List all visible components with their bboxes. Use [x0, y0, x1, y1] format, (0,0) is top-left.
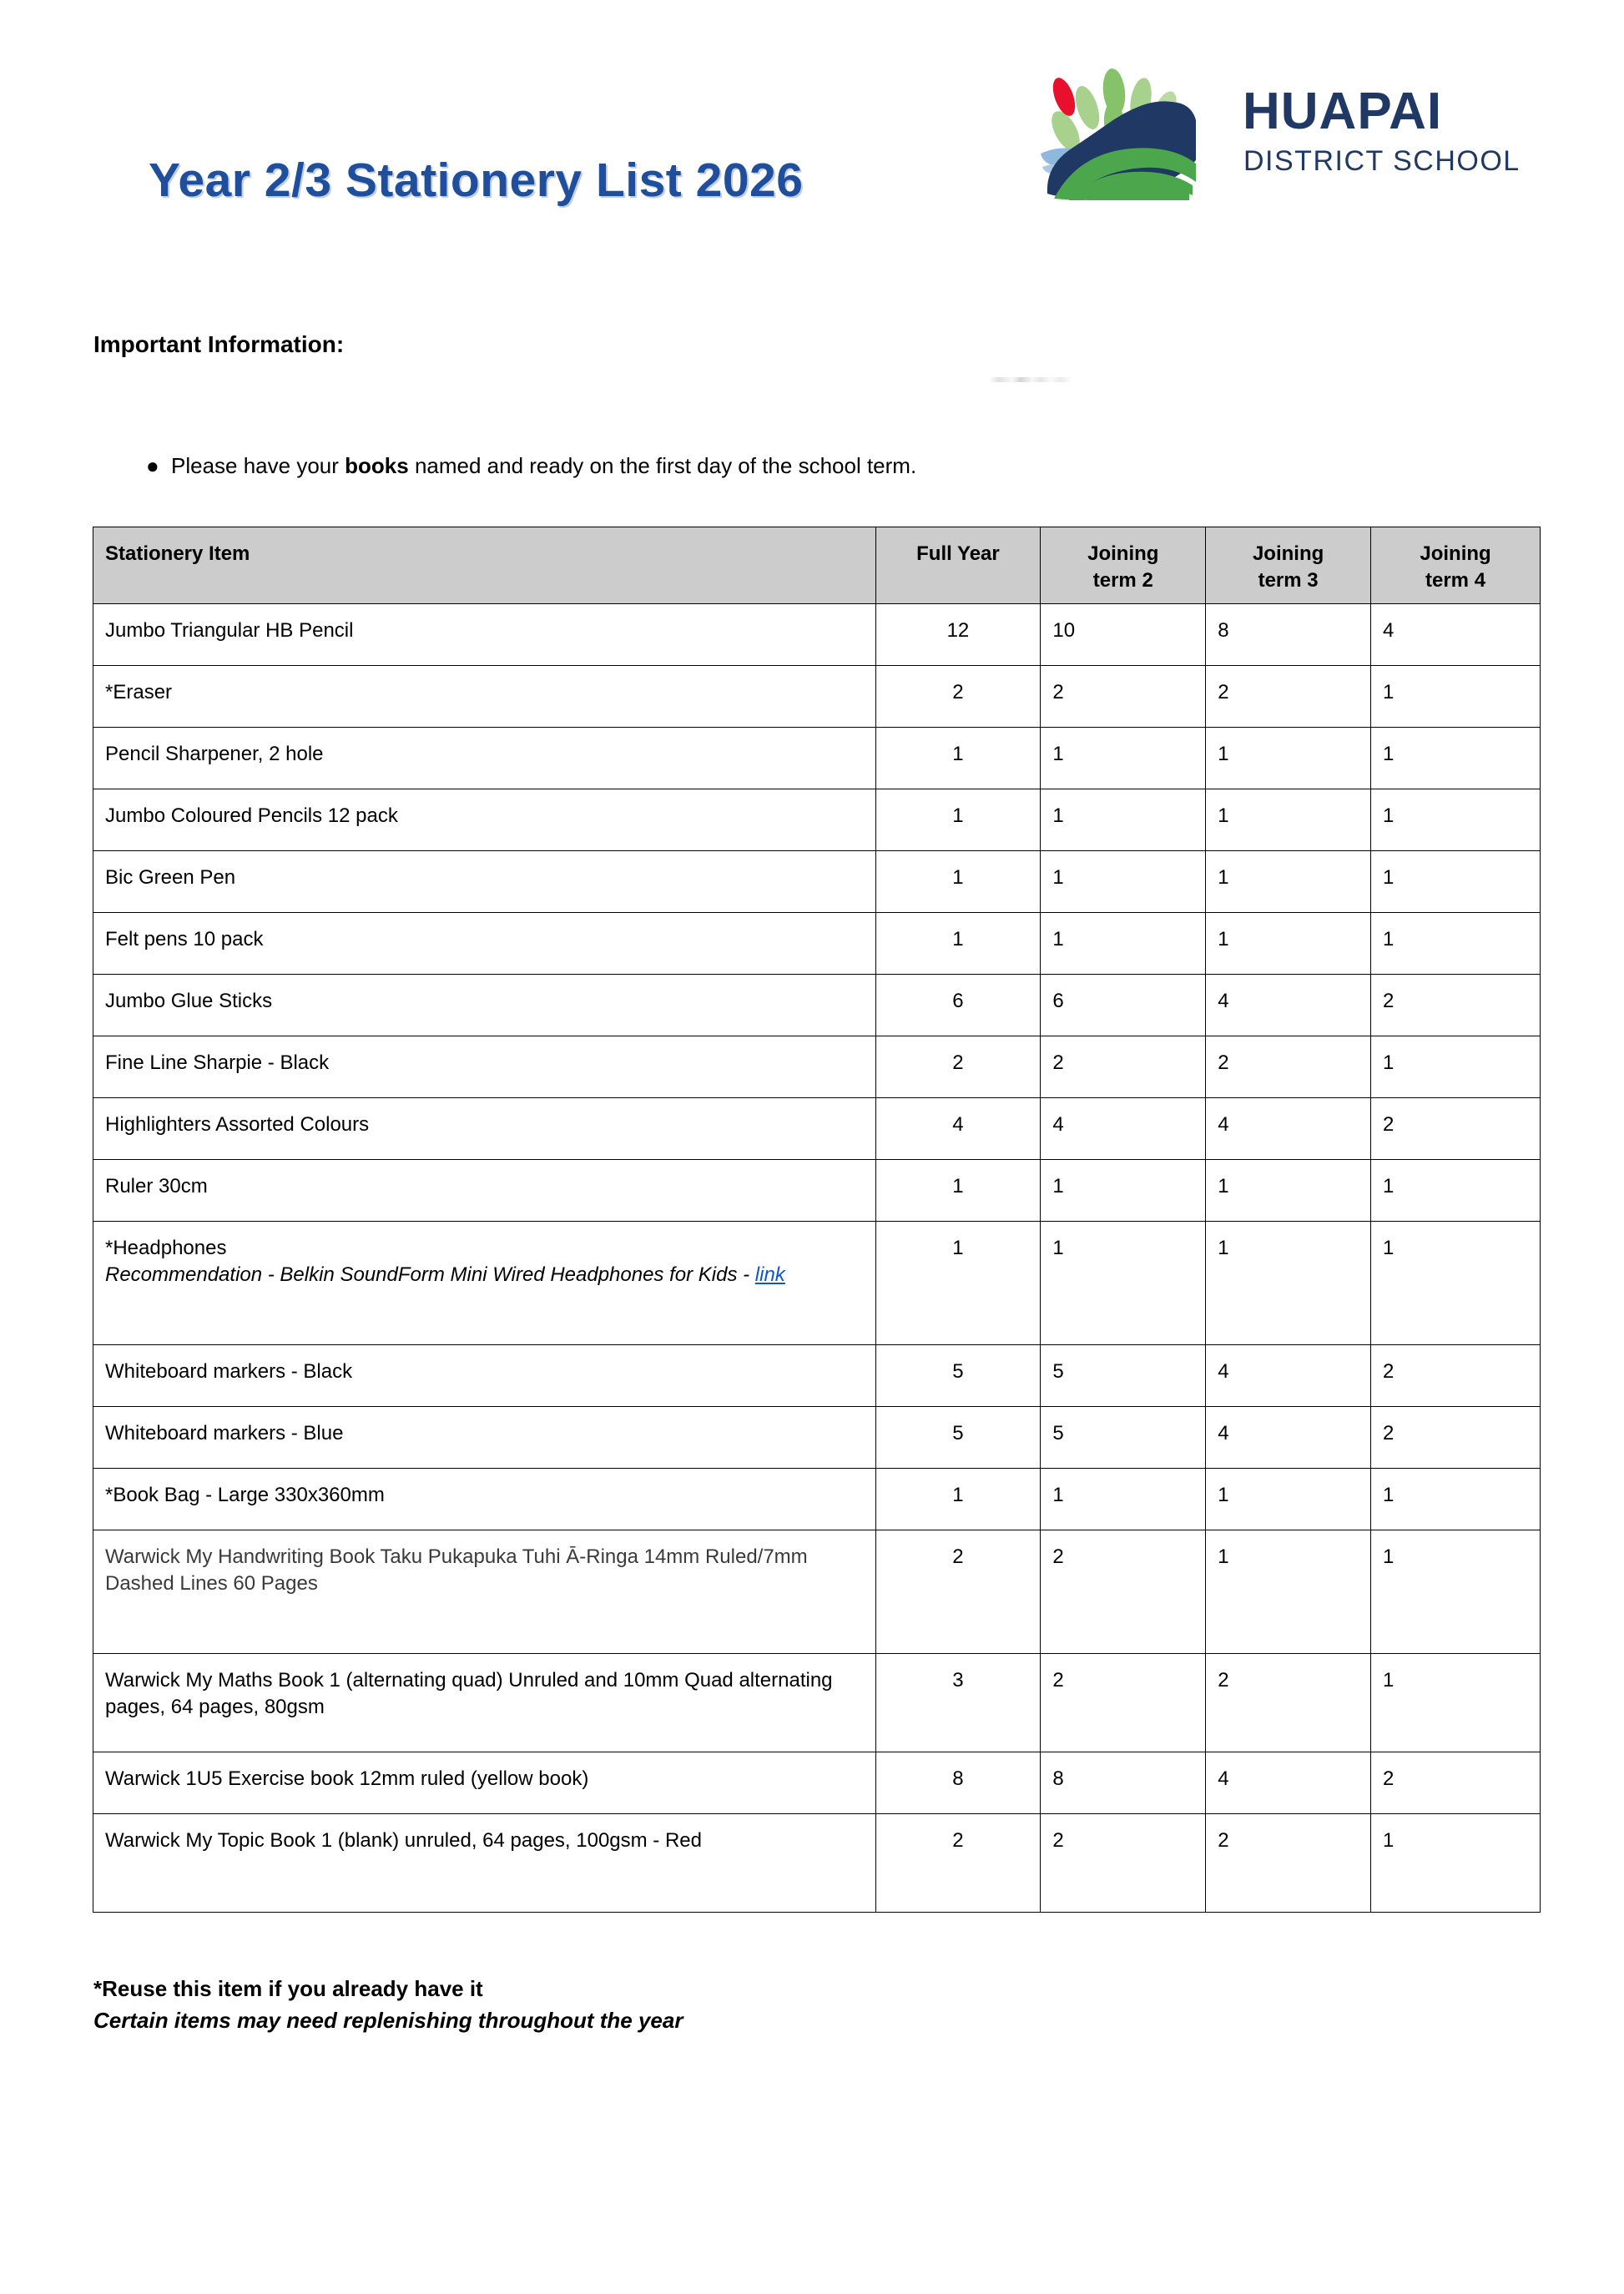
cell-joining-term-3: 4 [1206, 1098, 1371, 1160]
cell-stationery-item [93, 1752, 876, 1814]
table-row [93, 975, 1541, 1036]
cell-joining-term-4: 2 [1371, 1752, 1541, 1814]
cell-joining-term-4: 1 [1371, 1814, 1541, 1913]
cell-stationery-item [93, 1160, 876, 1222]
footnote-replenish: Certain items may need replenishing throughout the year [93, 2008, 683, 2033]
table-row [93, 1036, 1541, 1098]
header-line-1: Joining [1420, 542, 1491, 565]
cell-full-year: 8 [875, 1752, 1041, 1814]
item-name: *Headphones [105, 1237, 227, 1259]
item-name: Fine Line Sharpie - Black [105, 1051, 330, 1074]
page-header [0, 0, 1624, 275]
cell-joining-term-2: 5 [1041, 1345, 1206, 1407]
cell-joining-term-2: 1 [1041, 1469, 1206, 1530]
cell-joining-term-3: 1 [1206, 913, 1371, 975]
cell-joining-term-3: 4 [1206, 975, 1371, 1036]
cell-joining-term-2: 2 [1041, 1036, 1206, 1098]
table-row [93, 913, 1541, 975]
item-recommendation: Recommendation - Belkin SoundForm Mini Wired Headphones for Kids - link [105, 1263, 785, 1286]
cell-joining-term-2: 2 [1041, 1530, 1206, 1654]
cell-full-year: 3 [875, 1654, 1041, 1752]
cell-full-year: 1 [875, 789, 1041, 851]
item-name: Warwick My Maths Book 1 (alternating quad) Unruled and 10mm Quad alternating pages, 64 pages, 80gsm [105, 1669, 833, 1718]
cell-joining-term-3: 2 [1206, 1654, 1371, 1752]
cell-stationery-item [93, 1345, 876, 1407]
cell-joining-term-4: 1 [1371, 789, 1541, 851]
cell-stationery-item [93, 666, 876, 728]
cell-joining-term-2: 1 [1041, 851, 1206, 913]
header-line-2: term 2 [1092, 568, 1153, 592]
cell-joining-term-3: 2 [1206, 666, 1371, 728]
table-row [93, 1469, 1541, 1530]
item-name: Pencil Sharpener, 2 hole [105, 743, 324, 765]
header-line-2: term 4 [1425, 568, 1486, 592]
item-name: Jumbo Glue Sticks [105, 990, 273, 1012]
footnotes [93, 1976, 1345, 2034]
header-line-2: term 3 [1258, 568, 1319, 592]
cell-joining-term-4: 2 [1371, 1098, 1541, 1160]
table-row [93, 851, 1541, 913]
item-name: Warwick 1U5 Exercise book 12mm ruled (yellow book) [105, 1767, 589, 1790]
cell-stationery-item [93, 789, 876, 851]
column-header-joining-term-4 [1371, 527, 1541, 604]
cell-stationery-item [93, 604, 876, 666]
cell-stationery-item [93, 913, 876, 975]
cell-joining-term-4: 1 [1371, 1222, 1541, 1345]
cell-stationery-item [93, 1530, 876, 1654]
cell-joining-term-2: 1 [1041, 789, 1206, 851]
cell-full-year: 1 [875, 1469, 1041, 1530]
table-row [93, 604, 1541, 666]
bullet-dot-icon: ● [146, 453, 159, 478]
cell-joining-term-2: 1 [1041, 1222, 1206, 1345]
cell-joining-term-3: 4 [1206, 1345, 1371, 1407]
cell-stationery-item [93, 1469, 876, 1530]
cell-stationery-item [93, 1222, 876, 1345]
cell-joining-term-3: 8 [1206, 604, 1371, 666]
cell-joining-term-2: 1 [1041, 1160, 1206, 1222]
table-row [93, 728, 1541, 789]
table-row [93, 1654, 1541, 1752]
column-header-joining-term-2 [1041, 527, 1206, 604]
table-row [93, 1222, 1541, 1345]
stationery-list-table [93, 527, 1541, 1913]
cell-joining-term-4: 1 [1371, 1036, 1541, 1098]
cell-full-year: 1 [875, 851, 1041, 913]
cell-joining-term-4: 1 [1371, 1469, 1541, 1530]
cell-stationery-item [93, 975, 876, 1036]
cell-joining-term-3: 1 [1206, 789, 1371, 851]
page-title: Year 2/3 Stationery List 2026 [149, 154, 804, 207]
footnote-reuse: *Reuse this item if you already have it [93, 1976, 483, 2001]
cell-full-year: 2 [875, 1530, 1041, 1654]
cell-joining-term-3: 1 [1206, 1469, 1371, 1530]
cell-joining-term-4: 4 [1371, 604, 1541, 666]
logo-wordmark-primary: HUAPAI [1243, 83, 1443, 140]
cell-joining-term-4: 1 [1371, 851, 1541, 913]
cell-full-year: 12 [875, 604, 1041, 666]
cell-stationery-item [93, 728, 876, 789]
item-name: Jumbo Triangular HB Pencil [105, 619, 354, 642]
cell-joining-term-4: 1 [1371, 913, 1541, 975]
cell-full-year: 2 [875, 1814, 1041, 1913]
table-row [93, 1160, 1541, 1222]
cell-joining-term-2: 2 [1041, 1814, 1206, 1913]
item-name: Jumbo Coloured Pencils 12 pack [105, 804, 398, 827]
info-bullet-text [171, 453, 916, 479]
cell-joining-term-3: 1 [1206, 728, 1371, 789]
cell-stationery-item [93, 1654, 876, 1752]
bullet-text-prefix: Please have your [171, 453, 345, 478]
item-recommendation-link[interactable]: link [754, 1263, 785, 1286]
cell-joining-term-4: 1 [1371, 1530, 1541, 1654]
cell-joining-term-4: 1 [1371, 1654, 1541, 1752]
item-name: Warwick My Topic Book 1 (blank) unruled, 64 pages, 100gsm - Red [105, 1829, 702, 1852]
cell-full-year: 2 [875, 1036, 1041, 1098]
cell-joining-term-3: 1 [1206, 851, 1371, 913]
cell-full-year: 2 [875, 666, 1041, 728]
cell-stationery-item [93, 851, 876, 913]
cell-joining-term-2: 2 [1041, 1654, 1206, 1752]
table-row [93, 666, 1541, 728]
table-row [93, 1752, 1541, 1814]
important-information-heading: Important Information: [93, 331, 345, 357]
cell-joining-term-4: 2 [1371, 1407, 1541, 1469]
table-body [93, 604, 1541, 1913]
table-row [93, 1407, 1541, 1469]
cell-stationery-item [93, 1407, 876, 1469]
header-line-1: Joining [1087, 542, 1159, 565]
bullet-text-suffix: named and ready on the first day of the school term. [408, 453, 917, 478]
table-row [93, 1530, 1541, 1654]
cell-joining-term-4: 2 [1371, 975, 1541, 1036]
cell-joining-term-4: 1 [1371, 1160, 1541, 1222]
school-logo [1037, 60, 1555, 200]
column-header-joining-term-3 [1206, 527, 1371, 604]
cell-full-year: 1 [875, 1160, 1041, 1222]
table-header-row [93, 527, 1541, 604]
table-row [93, 1814, 1541, 1913]
item-name: Warwick My Handwriting Book Taku Pukapuka Tuhi Ā-Ringa 14mm Ruled/7mm Dashed Lines 60 Pages [105, 1545, 808, 1595]
scan-artifact [989, 377, 1072, 382]
cell-joining-term-3: 1 [1206, 1222, 1371, 1345]
cell-joining-term-3: 1 [1206, 1530, 1371, 1654]
bullet-text-emphasis: books [345, 453, 409, 478]
column-header-item: Stationery Item [93, 527, 876, 604]
item-name: *Book Bag - Large 330x360mm [105, 1484, 385, 1506]
item-name: Whiteboard markers - Blue [105, 1422, 344, 1444]
column-header-full-year: Full Year [875, 527, 1041, 604]
cell-full-year: 6 [875, 975, 1041, 1036]
cell-full-year: 5 [875, 1407, 1041, 1469]
item-name: Ruler 30cm [105, 1175, 208, 1197]
logo-wordmark-secondary: DISTRICT SCHOOL [1243, 145, 1521, 177]
cell-stationery-item [93, 1098, 876, 1160]
item-name: Felt pens 10 pack [105, 928, 264, 950]
item-name: Whiteboard markers - Black [105, 1360, 353, 1383]
item-name: Highlighters Assorted Colours [105, 1113, 370, 1136]
table-header [93, 527, 1541, 604]
cell-full-year: 5 [875, 1345, 1041, 1407]
cell-joining-term-2: 4 [1041, 1098, 1206, 1160]
cell-stationery-item [93, 1036, 876, 1098]
cell-joining-term-2: 2 [1041, 666, 1206, 728]
cell-stationery-item [93, 1814, 876, 1913]
cell-full-year: 1 [875, 913, 1041, 975]
cell-joining-term-2: 5 [1041, 1407, 1206, 1469]
cell-joining-term-2: 6 [1041, 975, 1206, 1036]
cell-full-year: 1 [875, 1222, 1041, 1345]
cell-joining-term-2: 1 [1041, 913, 1206, 975]
item-name: Bic Green Pen [105, 866, 236, 889]
cell-joining-term-2: 10 [1041, 604, 1206, 666]
cell-full-year: 4 [875, 1098, 1041, 1160]
cell-joining-term-3: 2 [1206, 1814, 1371, 1913]
logo-red-leaf-icon [1048, 75, 1079, 119]
table-row [93, 1098, 1541, 1160]
cell-joining-term-3: 2 [1206, 1036, 1371, 1098]
header-line-1: Joining [1252, 542, 1324, 565]
cell-joining-term-2: 8 [1041, 1752, 1206, 1814]
cell-joining-term-3: 4 [1206, 1407, 1371, 1469]
table-row [93, 1345, 1541, 1407]
cell-joining-term-4: 2 [1371, 1345, 1541, 1407]
cell-full-year: 1 [875, 728, 1041, 789]
cell-joining-term-3: 1 [1206, 1160, 1371, 1222]
table-row [93, 789, 1541, 851]
info-bullet-item [146, 453, 1481, 479]
cell-joining-term-3: 4 [1206, 1752, 1371, 1814]
item-name: *Eraser [105, 681, 173, 703]
cell-joining-term-4: 1 [1371, 666, 1541, 728]
cell-joining-term-4: 1 [1371, 728, 1541, 789]
cell-joining-term-2: 1 [1041, 728, 1206, 789]
